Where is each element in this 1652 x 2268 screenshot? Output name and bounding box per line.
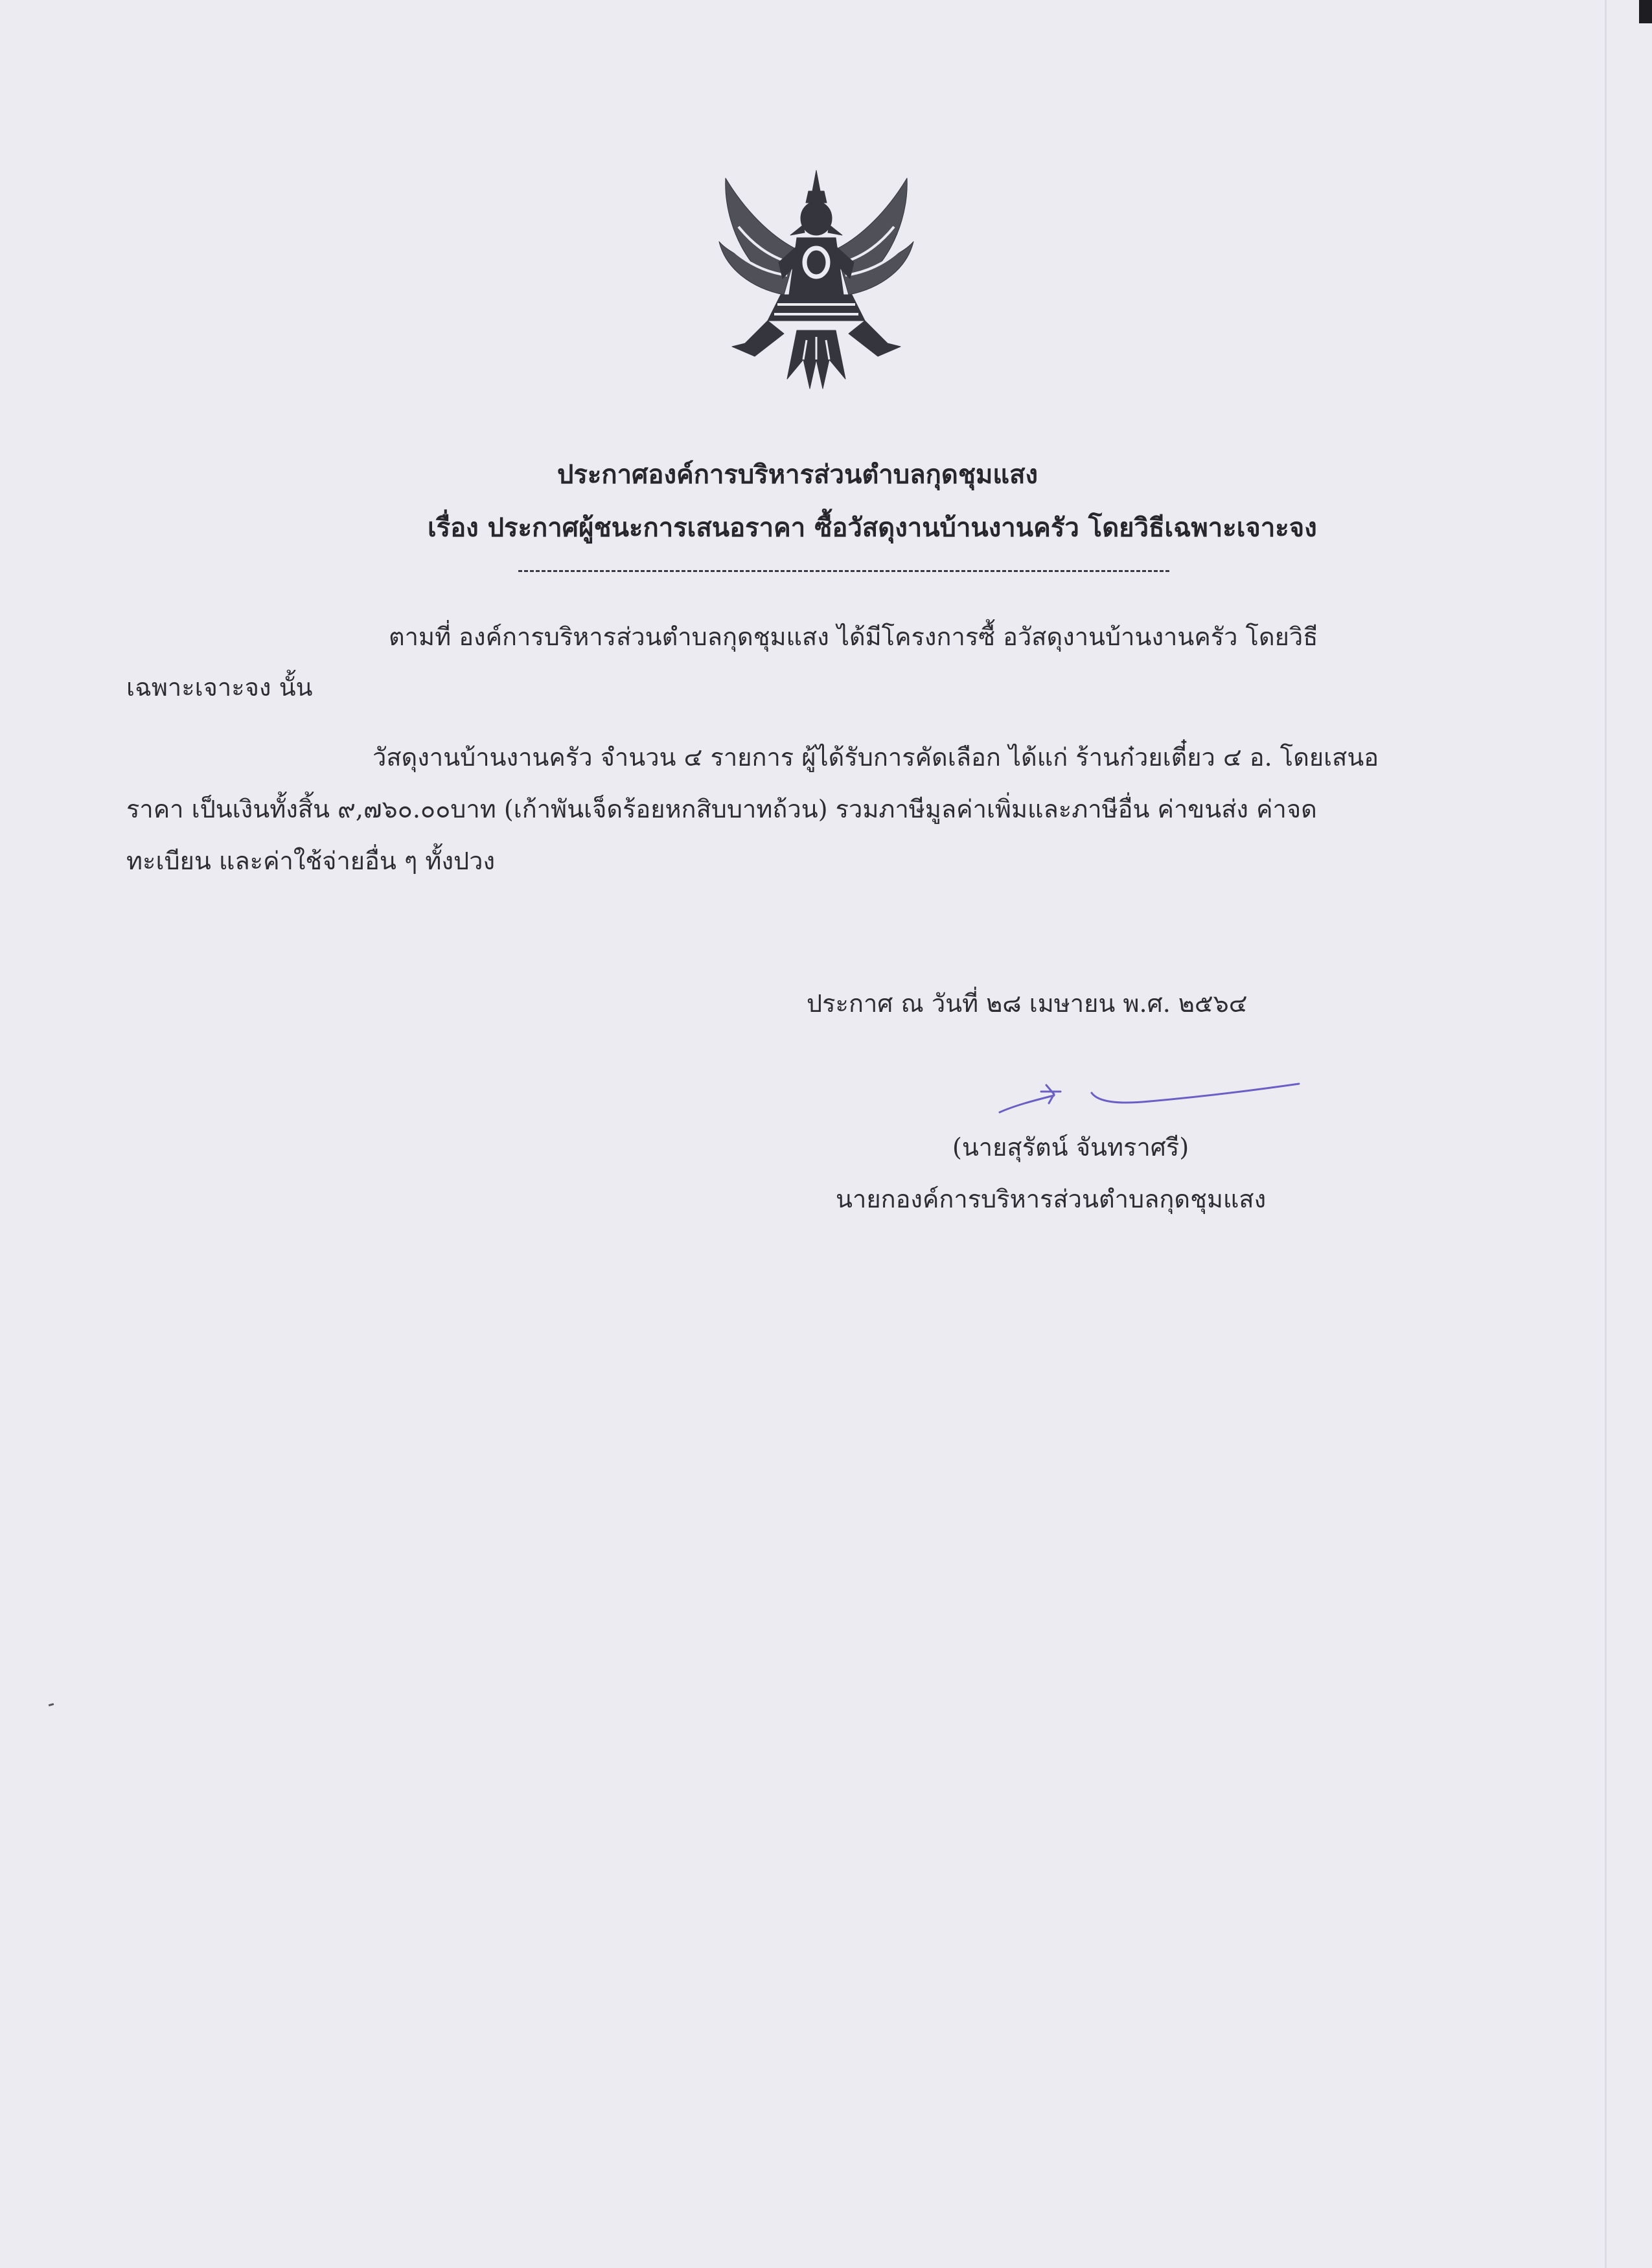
paragraph-2-line-2: ราคา เป็นเงินทั้งสิ้น ๙,๗๖๐.๐๐บาท (เก้าพันเจ็ดร้อยหกสิบบาทถ้วน) รวมภาษีมูลค่าเพิ่มและภาษีอื่น ค่าขนส่ง ค่าจด <box>126 795 1317 823</box>
handwritten-signature-icon <box>994 1066 1305 1124</box>
announcement-subject: เรื่อง ประกาศผู้ชนะการเสนอราคา ซื้อวัสดุงานบ้านงานครัว โดยวิธีเฉพาะเจาะจง <box>428 512 1317 543</box>
announcement-title: ประกาศองค์การบริหารส่วนตำบลกุดชุมแสง <box>557 459 1038 490</box>
paragraph-2-line-1: วัสดุงานบ้านงานครัว จำนวน ๔ รายการ ผู้ได้รับการคัดเลือก ได้แก่ ร้านก๋วยเตี๋ยว ๔ อ. โดยเสนอ <box>373 743 1379 772</box>
signatory-name: (นายสุรัตน์ จันทราศรี) <box>952 1133 1189 1162</box>
garuda-emblem-icon <box>706 165 926 398</box>
paragraph-2-line-3: ทะเบียน และค่าใช้จ่ายอื่น ๆ ทั้งปวง <box>126 847 496 875</box>
paragraph-1-line-2: เฉพาะเจาะจง นั้น <box>126 673 313 702</box>
paragraph-1-line-1: ตามที่ องค์การบริหารส่วนตำบลกุดชุมแสง ได้มีโครงการซื้ อวัสดุงานบ้านงานครัว โดยวิธี <box>389 623 1318 651</box>
scan-speck <box>49 1703 54 1706</box>
dashed-divider <box>518 570 1169 572</box>
announcement-date: ประกาศ ณ วันที่ ๒๘ เมษายน พ.ศ. ๒๕๖๔ <box>807 989 1248 1018</box>
signatory-position: นายกองค์การบริหารส่วนตำบลกุดชุมแสง <box>836 1185 1267 1213</box>
